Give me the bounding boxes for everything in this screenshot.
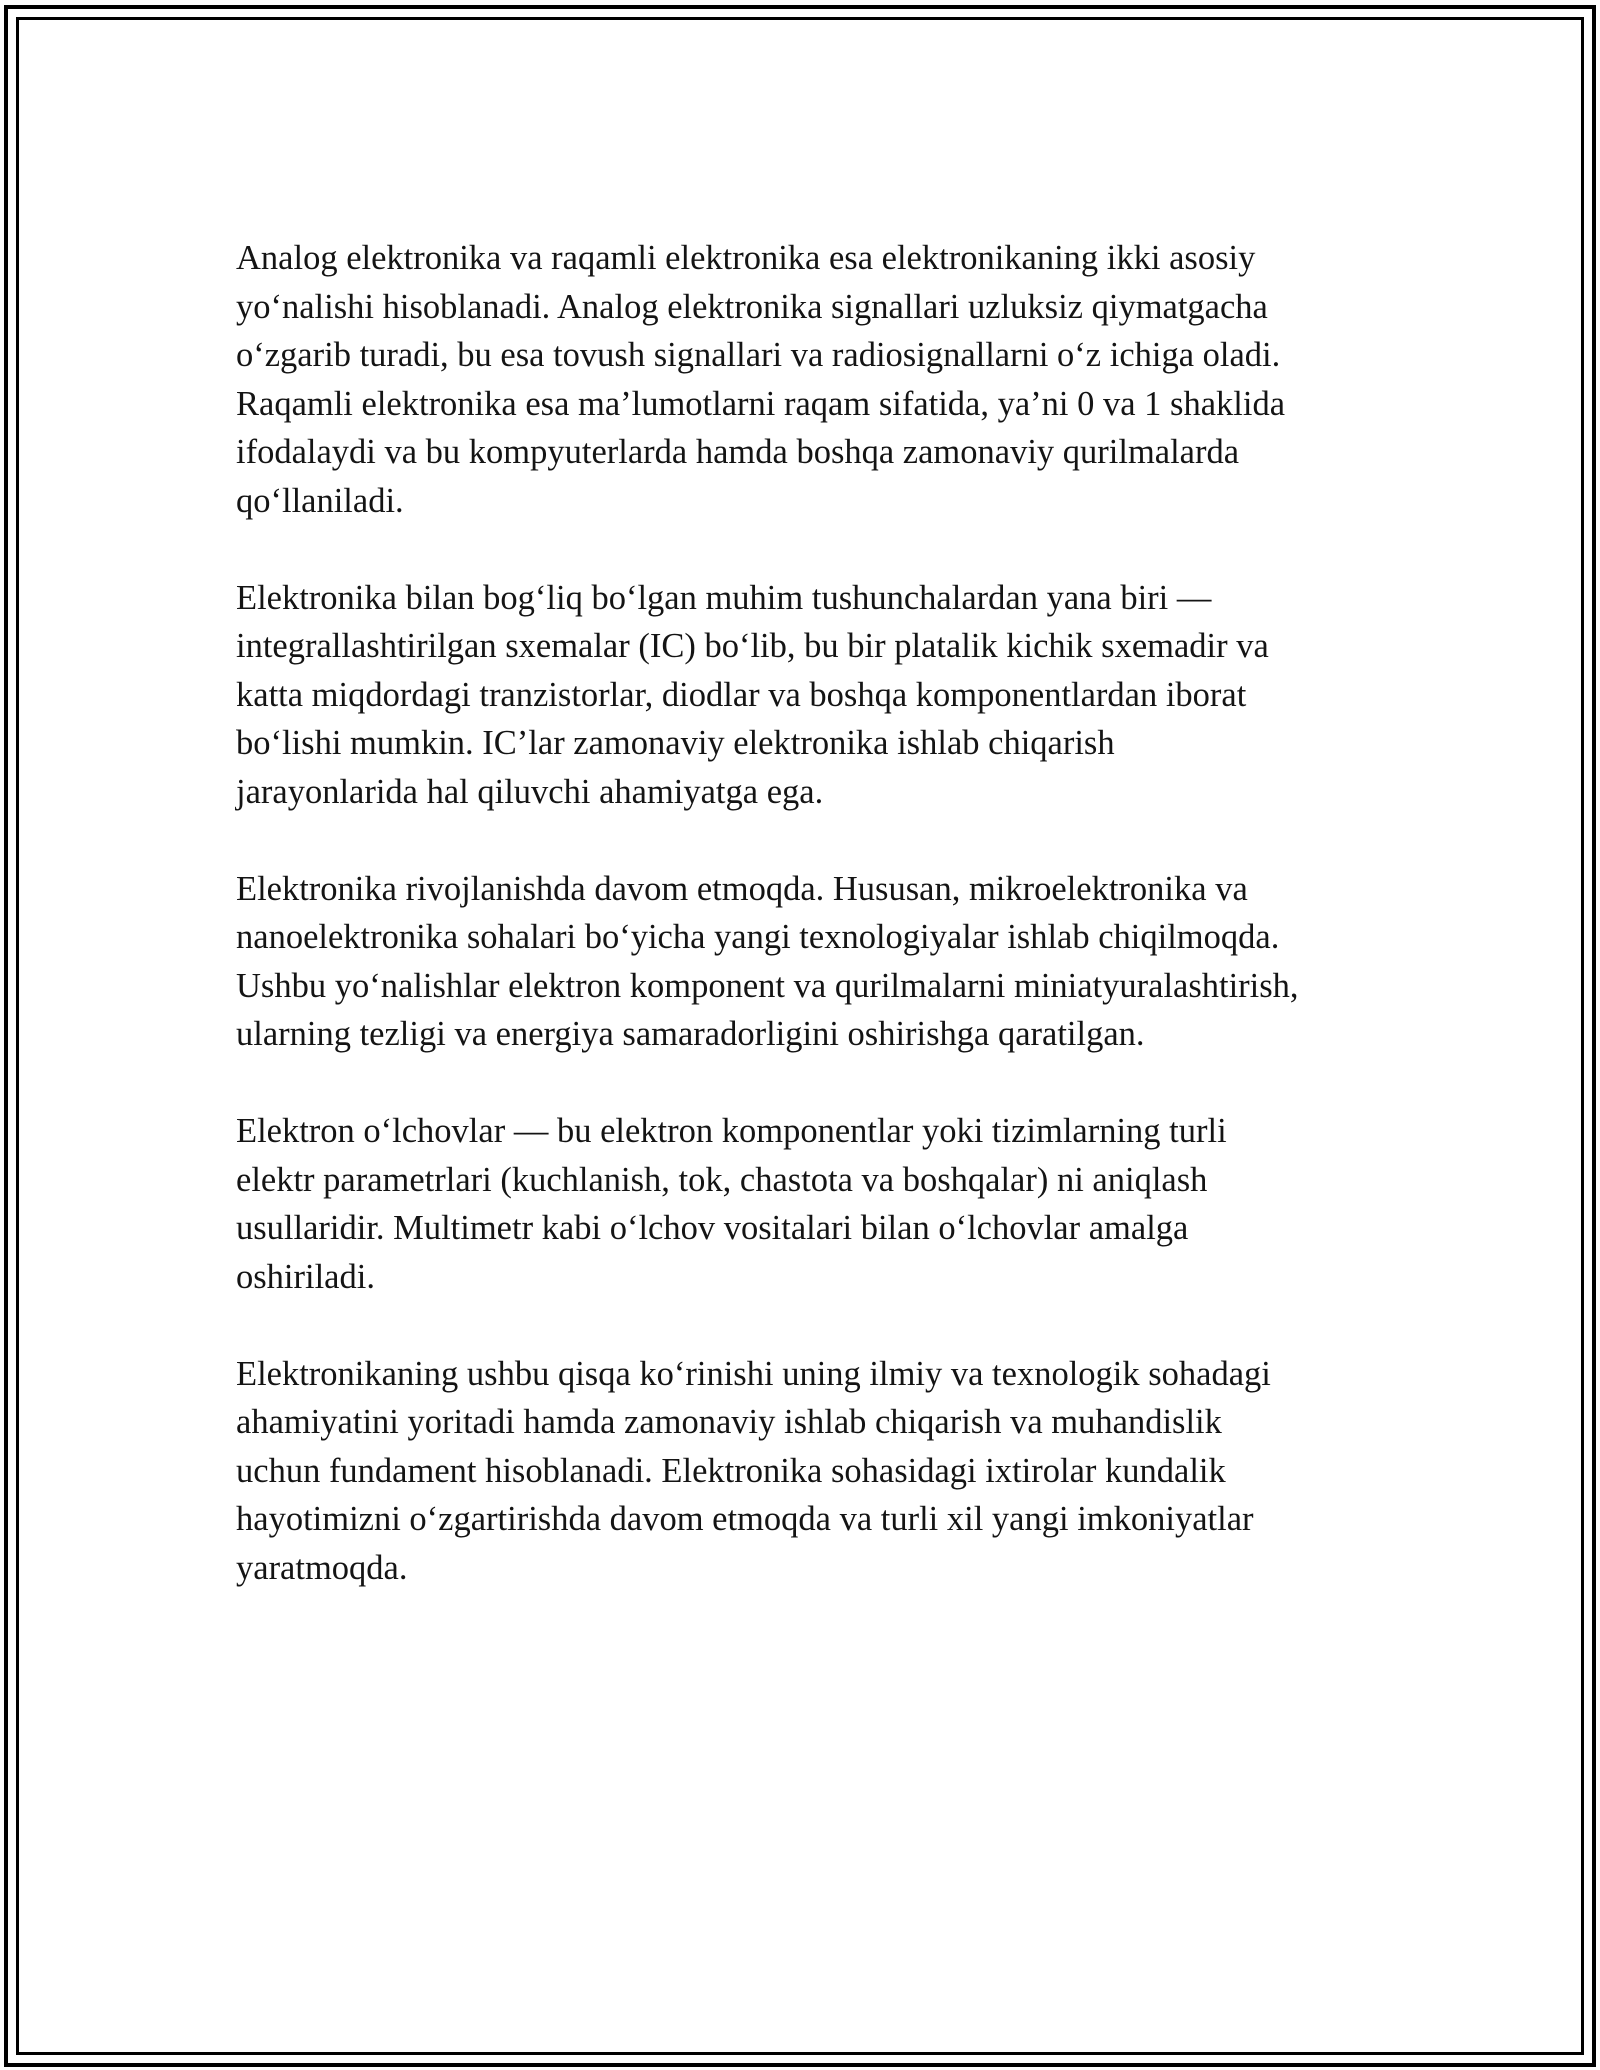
- text-line: oshiriladi.: [236, 1257, 375, 1296]
- text-line: ularning tezligi va energiya samaradorligini oshirishga qaratilgan.: [236, 1015, 1145, 1053]
- text-line: ifodalaydi va bu kompyuterlarda hamda boshqa zamonaviy qurilmalarda: [236, 433, 1240, 471]
- paragraph-conclusion: [236, 1350, 1396, 1593]
- paragraph-measurements: [236, 1107, 1396, 1301]
- text-line: nanoelektronika sohalari bo‘yicha yangi texnologiyalar ishlab chiqilmoqda.: [236, 918, 1280, 956]
- text-line: jarayonlarida hal qiluvchi ahamiyatga ega.: [236, 772, 824, 811]
- text-line: ahamiyatini yoritadi hamda zamonaviy ishlab chiqarish va muhandislik: [236, 1403, 1222, 1441]
- paragraph-analog-digital: [236, 234, 1396, 525]
- text-line: yo‘nalishi hisoblanadi. Analog elektronika signallari uzluksiz qiymatgacha: [236, 287, 1268, 326]
- document-body: [236, 234, 1396, 1641]
- text-line: Elektronika rivojlanishda davom etmoqda. Hususan, mikroelektronika va: [236, 869, 1248, 908]
- text-line: katta miqdordagi tranzistorlar, diodlar va boshqa komponentlardan iborat: [236, 675, 1247, 714]
- text-line: Elektron o‘lchovlar — bu elektron komponentlar yoki tizimlarning turli: [236, 1112, 1227, 1150]
- text-line: integrallashtirilgan sxemalar (IC) bo‘lib, bu bir platalik kichik sxemadir va: [236, 627, 1269, 665]
- text-line: Elektronika bilan bog‘liq bo‘lgan muhim tushunchalardan yana biri —: [236, 578, 1212, 617]
- text-line: yaratmoqda.: [236, 1548, 408, 1587]
- text-line: Raqamli elektronika esa ma’lumotlarni raqam sifatida, ya’ni 0 va 1 shaklida: [236, 384, 1286, 423]
- text-line: Elektronikaning ushbu qisqa ko‘rinishi uning ilmiy va texnologik sohadagi: [236, 1354, 1271, 1393]
- text-line: qo‘llaniladi.: [236, 481, 404, 520]
- paragraph-integrated-circuits: [236, 574, 1396, 817]
- text-line: o‘zgarib turadi, bu esa tovush signallari va radiosignallarni o‘z ichiga oladi.: [236, 336, 1281, 374]
- text-line: usullaridir. Multimetr kabi o‘lchov vositalari bilan o‘lchovlar amalga: [236, 1209, 1189, 1247]
- text-line: Analog elektronika va raqamli elektronika esa elektronikaning ikki asosiy: [236, 239, 1256, 277]
- text-line: bo‘lishi mumkin. IC’lar zamonaviy elektronika ishlab chiqarish: [236, 724, 1115, 762]
- text-line: hayotimizni o‘zgartirishda davom etmoqda va turli xil yangi imkoniyatlar: [236, 1500, 1254, 1538]
- paragraph-development: [236, 865, 1396, 1059]
- text-line: Ushbu yo‘nalishlar elektron komponent va qurilmalarni miniatyuralashtirish,: [236, 966, 1299, 1005]
- text-line: elektr parametrlari (kuchlanish, tok, chastota va boshqalar) ni aniqlash: [236, 1160, 1208, 1199]
- text-line: uchun fundament hisoblanadi. Elektronika sohasidagi ixtirolar kundalik: [236, 1451, 1226, 1490]
